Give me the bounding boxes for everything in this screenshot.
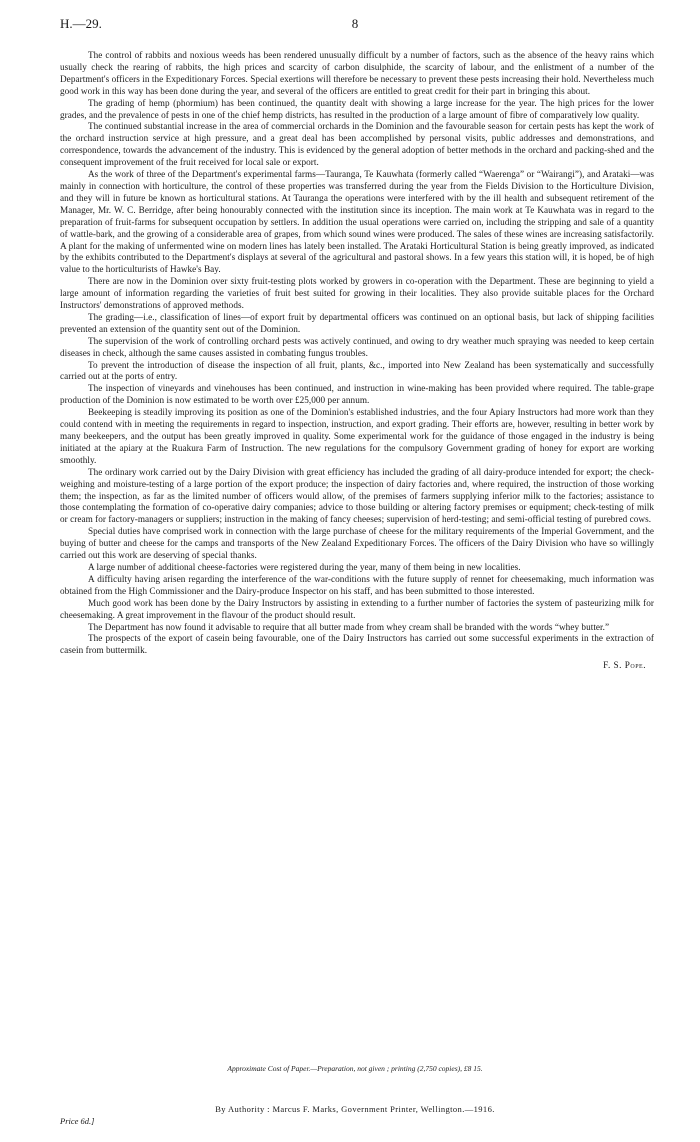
paragraph: The Department has now found it advisable to require that all butter made from whey cream shall be branded with the words “whey butter.”	[88, 621, 610, 632]
paragraph: The grading of hemp (phormium) has been continued, the quantity dealt with showing a large increase for the year. The high prices for the lower grades, and the prevalence of pests in one of the chief hemp districts, has resulted in the production of a large amount of fibre of comparatively low quality.	[60, 97, 654, 120]
paragraph: A difficulty having arisen regarding the interference of the war-conditions with the future supply of rennet for cheesemaking, much information was obtained from the High Commissioner and the Dairy-produce Inspector on his staff, and has been submitted to those interested.	[60, 573, 654, 596]
price-note: Price 6d.]	[60, 1116, 95, 1126]
page-number: 8	[351, 16, 359, 31]
paragraph: The continued substantial increase in the area of commercial orchards in the Dominion and the favourable season for certain pests has kept the work of the orchard instruction service at high pressure, and a great deal has been accomplished by personal visits, public addresses and demonstrations, and correspondence, towards the advancement of the industry. This is evidenced by the general adoption of better methods in the orchard and packing-shed and the consequent improvement of the fruit received for local sale or export.	[60, 121, 654, 168]
paragraph: To prevent the introduction of disease the inspection of all fruit, plants, &c., imported into New Zealand has been systematically and successfully carried out at the ports of entry.	[60, 359, 654, 382]
paragraph: The grading—i.e., classification of lines—of export fruit by departmental officers was continued on an optional basis, but lack of shipping facilities prevented an extension of the quantity sent out of the Dominion.	[60, 311, 654, 334]
paragraph: The supervision of the work of controlling orchard pests was actively continued, and owing to dry weather much spraying was needed to keep certain diseases in check, although the same causes assisted in combating fungus troubles.	[60, 335, 654, 358]
signature: F. S. Pope.	[603, 660, 646, 671]
paragraph: The control of rabbits and noxious weeds has been rendered unusually difficult by a number of factors, such as the absence of the heavy rains which usually check the rearing of rabbits, the high prices and scarcity of carbon disulphide, the scarcity of labour, and the enlistment of a number of the Department's officers in the Expeditionary Forces. Special exertions will therefore be necessary to prevent these pests increasing their hold. Nevertheless much good work in this way has been done during the year, and several of the officers are entitled to great credit for their part in bringing this about.	[60, 50, 654, 96]
cost-note: Approximate Cost of Paper.—Preparation, not given ; printing (2,750 copies), £8 15.	[227, 1064, 483, 1073]
paragraph: The prospects of the export of casein being favourable, one of the Dairy Instructors has carried out some successful experiments in the extraction of casein from buttermilk.	[60, 633, 654, 656]
paragraph: Special duties have comprised work in connection with the large purchase of cheese for the military requirements of the Imperial Government, and the buying of butter and cheese for the camps and transports of the New Zealand Expeditionary Forces. The officers of the Dairy Division who have so willingly carried out this work are deserving of special thanks.	[60, 526, 654, 561]
paragraph: There are now in the Dominion over sixty fruit-testing plots worked by growers in co-operation with the Department. These are beginning to yield a large amount of information regarding the varieties of fruit best suited for growing in their localities. They also provide suitable places for the Orchard Instructors' demonstrations of approved methods.	[60, 276, 654, 311]
document-reference: H.—29.	[60, 16, 102, 31]
paragraph: The inspection of vineyards and vinehouses has been continued, and instruction in wine-making has been provided where required. The table-grape production of the Dominion is now estimated to be worth over £25,000 per annum.	[60, 383, 654, 406]
paragraph: The ordinary work carried out by the Dairy Division with great efficiency has included the grading of all dairy-produce intended for export; the check-weighing and moisture-testing of a large portion of the export produce; the inspection of dairy factories and, where required, the instruction of those working them; the inspection, as far as the limited number of officers would allow, of the premises of farmers supplying inferior milk to the factories; assistance to those contemplating the formation of co-operative dairy companies; advice to those building or altering factory premises or equipment; check-testing of milk or cream for factory-managers or suppliers; instruction in the making of fancy cheeses; supervision of herd-testing; and semi-official testing of purebred cows.	[60, 466, 654, 525]
paragraph: As the work of three of the Department's experimental farms—Tauranga, Te Kauwhata (formerly called “Waerenga” or “Wairangi”), and Arataki—was mainly in connection with horticulture, the control of these properties was transferred during the year from the Fields Division to the Horticulture Division, and they will in future be known as horticultural stations. At Tauranga the operations were interfered with by the ill health and subsequent retirement of the Manager, Mr. W. C. Berridge, after being honourably connected with the institution since its inception. The main work at Te Kauwhata was in regard to the preparation of fruit-farms for subsequent occupation by settlers. In addition the usual operations were carried on, including the stripping and sale of a quantity of wattle-bark, and the growing of a considerable area of grapes, from which sound wines were produced. The sales of these wines are increasing satisfactorily. A plant for the making of unfermented wine on modern lines has lately been installed. The Arataki Horticultural Station is being greatly improved, as indicated by the exhibits contributed to the Department's displays at several of the agricultural and pastoral shows. In a few years this station will, it is hoped, be of high value to the horticulturists of Hawke's Bay.	[60, 169, 654, 275]
paragraph: Much good work has been done by the Dairy Instructors by assisting in extending to a further number of factories the system of pasteurizing milk for cheesemaking. A great improvement in the flavour of the product should result.	[60, 597, 654, 620]
paragraph: Beekeeping is steadily improving its position as one of the Dominion's established industries, and the four Apiary Instructors had more work than they could contend with in meeting the requirements in regard to inspection, instruction, and export grading. Their efforts are, however, resulting in better work by many beekeepers, and the output has been greatly improved in quality. Some experimental work for the guidance of those engaged in the industry is being initiated at the apiary at the Ruakura Farm of Instruction. The new regulations for the compulsory Government grading of honey for export are working smoothly.	[60, 407, 654, 465]
report-body	[60, 50, 654, 671]
paragraph: A large number of additional cheese-factories were registered during the year, many of them being in new localities.	[88, 561, 521, 572]
printer-imprint: By Authority : Marcus F. Marks, Government Printer, Wellington.—1916.	[215, 1104, 495, 1114]
page-header	[60, 16, 650, 36]
